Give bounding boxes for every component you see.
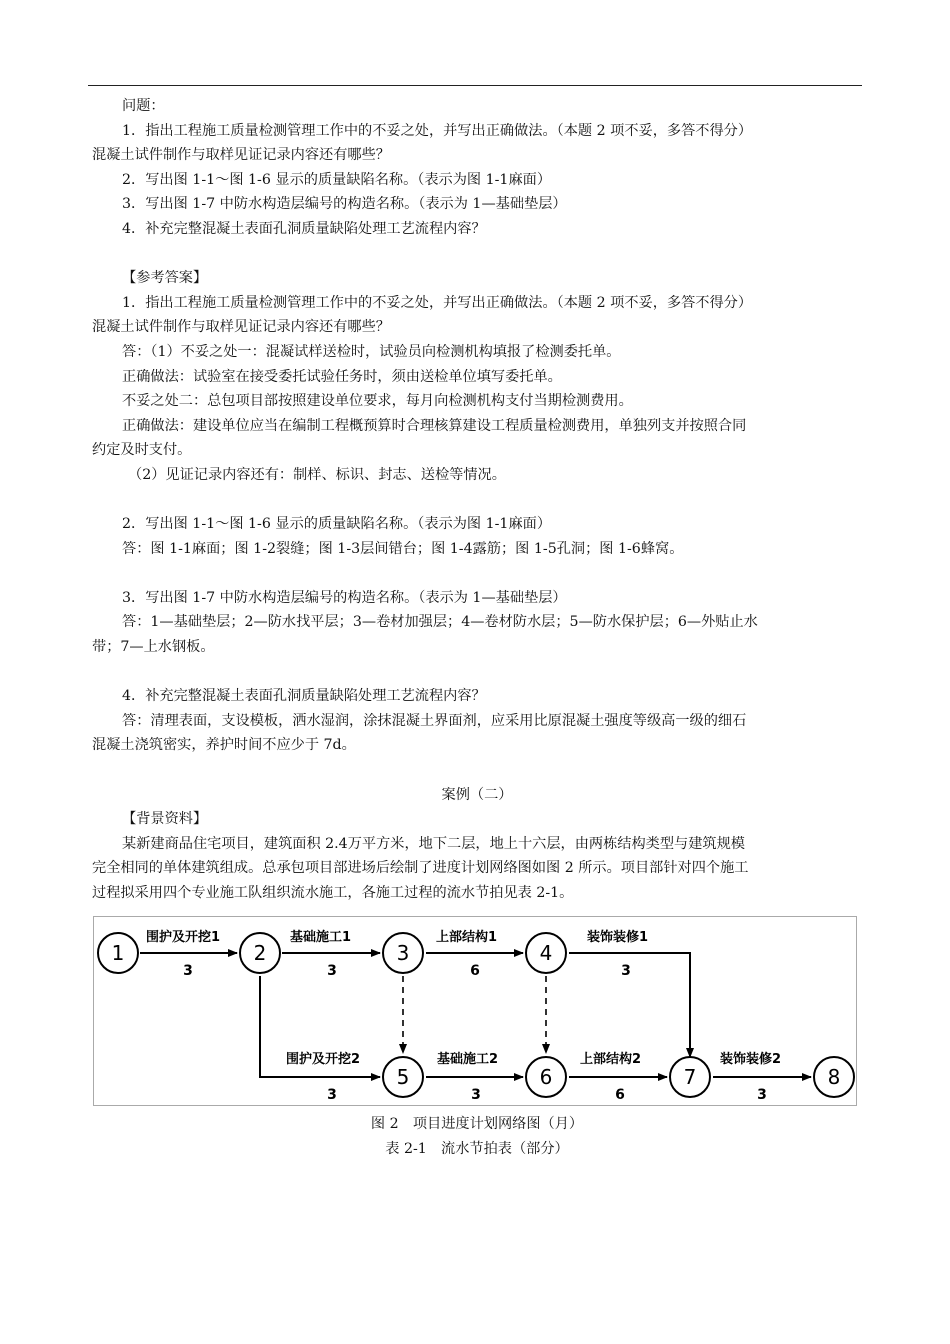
figure-2-caption: 图 2 项目进度计划网络图（月） xyxy=(370,1116,584,1132)
activity-duration-6: 3 xyxy=(471,1087,481,1103)
activity-label-5: 围护及开挖2 xyxy=(286,1052,361,1067)
header-rule xyxy=(88,85,862,86)
node-4-label: 4 xyxy=(539,941,553,965)
answer-3-text-line-2: 带；7—上水钢板。 xyxy=(92,639,215,656)
node-5-label: 5 xyxy=(396,1065,410,1089)
question-1-line-1: 1．指出工程施工质量检测管理工作中的不妥之处，并写出正确做法。（本题 2 项不妥，多答不得分） xyxy=(122,122,753,139)
activity-duration-2: 3 xyxy=(327,963,337,979)
activity-label-3: 上部结构1 xyxy=(436,930,498,945)
answer-4-text-line-1: 答：清理表面，支设模板，洒水湿润，涂抹混凝土界面剂，应采用比原混凝土强度等级高一级的细石 xyxy=(122,712,747,729)
activity-duration-8: 3 xyxy=(757,1087,767,1103)
node-1-label: 1 xyxy=(111,941,125,965)
node-6 xyxy=(526,1057,566,1097)
question-1-line-2: 混凝土试件制作与取样见证记录内容还有哪些？ xyxy=(92,147,390,164)
activity-label-4: 装饰装修1 xyxy=(587,930,649,945)
activity-label-2: 基础施工1 xyxy=(290,930,352,945)
activity-duration-7: 6 xyxy=(615,1087,625,1103)
node-7-label: 7 xyxy=(683,1065,697,1089)
answer-1-line-3: 不妥之处二：总包项目部按照建设单位要求，每月向检测机构支付当期检测费用。 xyxy=(122,393,633,410)
node-3 xyxy=(383,933,423,973)
background-line-1: 某新建商品住宅项目，建筑面积 2.4万平方米，地下二层，地上十六层，由两栋结构类型与建筑规模 xyxy=(122,835,745,852)
activity-label-8: 装饰装修2 xyxy=(720,1052,782,1067)
answer-2-text: 答：图 1-1麻面；图 1-2裂缝；图 1-3层间错台；图 1-4露筋；图 1-5孔洞；图 1-6蜂窝。 xyxy=(122,540,684,557)
background-line-2: 完全相同的单体建筑组成。总承包项目部进场后绘制了进度计划网络图如图 2 所示。项目部针对四个施工 xyxy=(92,860,749,877)
answer-1-line-5: 约定及时支付。 xyxy=(92,442,192,459)
answers-heading: 【参考答案】 xyxy=(122,270,208,287)
background-heading: 【背景资料】 xyxy=(122,811,208,828)
answer-4-text-line-2: 混凝土浇筑密实，养护时间不应少于 7d。 xyxy=(92,737,356,754)
activity-label-1: 围护及开挖1 xyxy=(146,930,221,945)
answer-1-line-1: 答：（1）不妥之处一：混凝试样送检时，试验员向检测机构填报了检测委托单。 xyxy=(122,343,621,360)
network-diagram-svg xyxy=(94,917,856,1105)
answer-1-line-4: 正确做法：建设单位应当在编制工程概预算时合理核算建设工程质量检测费用，单独列支并按照合同 xyxy=(122,417,747,434)
answer-3-question: 3．写出图 1-7 中防水构造层编号的构造名称。（表示为 1—基础垫层） xyxy=(122,589,567,606)
node-7 xyxy=(670,1057,710,1097)
table-2-1-caption: 表 2-1 流水节拍表（部分） xyxy=(385,1141,569,1157)
node-8 xyxy=(814,1057,854,1097)
activity-duration-5: 3 xyxy=(327,1087,337,1103)
node-8-label: 8 xyxy=(827,1065,841,1089)
answer-4-question: 4．补充完整混凝土表面孔洞质量缺陷处理工艺流程内容？ xyxy=(122,688,486,705)
activity-label-6: 基础施工2 xyxy=(437,1052,499,1067)
document-body xyxy=(92,94,862,906)
node-6-label: 6 xyxy=(539,1065,553,1089)
question-3: 3．写出图 1-7 中防水构造层编号的构造名称。（表示为 1—基础垫层） xyxy=(122,196,567,213)
answer-1-question-line-2: 混凝土试件制作与取样见证记录内容还有哪些？ xyxy=(92,319,390,336)
node-5 xyxy=(383,1057,423,1097)
node-3-label: 3 xyxy=(396,941,410,965)
activity-duration-3: 6 xyxy=(470,963,480,979)
answer-2-question: 2．写出图 1-1～图 1-6 显示的质量缺陷名称。（表示为图 1-1麻面） xyxy=(122,516,552,533)
activity-label-7: 上部结构2 xyxy=(580,1052,642,1067)
case-2-title: 案例（二） xyxy=(441,786,513,803)
question-4: 4．补充完整混凝土表面孔洞质量缺陷处理工艺流程内容？ xyxy=(122,220,486,237)
questions-heading: 问题： xyxy=(122,98,165,114)
question-2: 2．写出图 1-1～图 1-6 显示的质量缺陷名称。（表示为图 1-1麻面） xyxy=(122,171,552,188)
background-line-3: 过程拟采用四个专业施工队组织流水施工，各施工过程的流水节拍见表 2-1。 xyxy=(92,885,574,901)
answer-1-question-line-1: 1．指出工程施工质量检测管理工作中的不妥之处，并写出正确做法。（本题 2 项不妥，多答不得分） xyxy=(122,294,753,311)
node-4 xyxy=(526,933,566,973)
node-2 xyxy=(240,933,280,973)
network-diagram xyxy=(93,916,857,1106)
answer-3-text-line-1: 答：1—基础垫层；2—防水找平层；3—卷材加强层；4—卷材防水层；5—防水保护层；6—外贴止水 xyxy=(122,614,758,631)
activity-duration-4: 3 xyxy=(621,963,631,979)
answer-1-line-2: 正确做法：试验室在接受委托试验任务时，须由送检单位填写委托单。 xyxy=(122,368,562,385)
answer-1-line-6: （2）见证记录内容还有：制样、标识、封志、送检等情况。 xyxy=(128,466,506,483)
activity-duration-1: 3 xyxy=(183,963,193,979)
node-2-label: 2 xyxy=(253,941,267,965)
node-1 xyxy=(98,933,138,973)
